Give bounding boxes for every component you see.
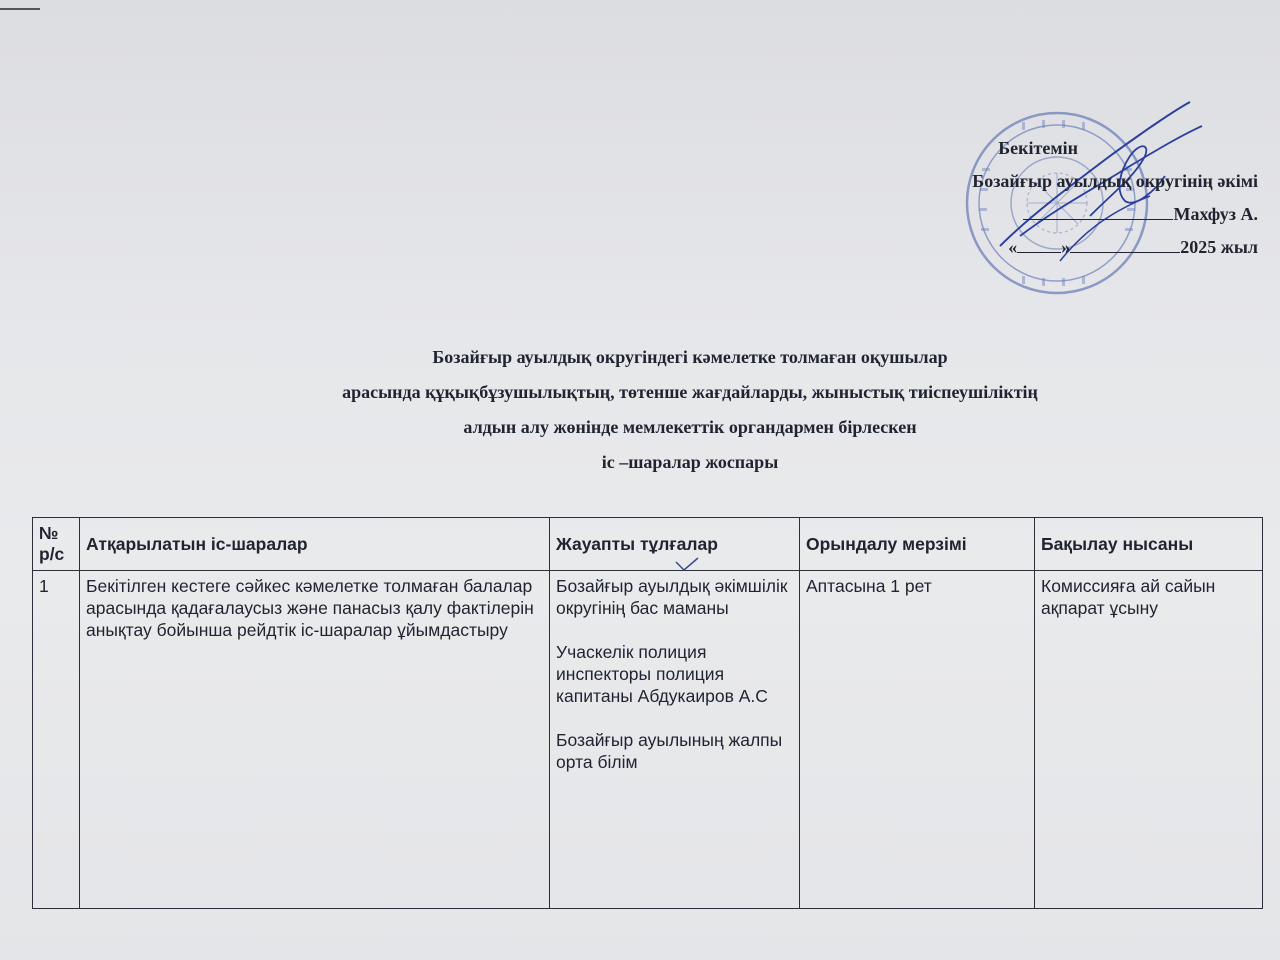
title-line-4: іс –шаралар жоспары — [601, 452, 779, 472]
responsible-1: Бозайғыр ауылдық әкімшілік округінің бас маманы — [556, 576, 788, 618]
table-row — [33, 571, 1263, 909]
approval-date-line — [838, 231, 1258, 264]
row-number: 1 — [33, 571, 80, 909]
approval-block — [838, 132, 1258, 264]
document-title — [160, 340, 1220, 480]
month-blank — [1070, 234, 1180, 253]
responsible-3: Бозайғыр ауылының жалпы орта білім — [556, 730, 783, 772]
header-activity: Атқарылатын іс-шаралар — [80, 518, 550, 571]
responsible-2: Учаскелік полиция инспекторы полиция капитаны Абдукаиров А.С — [556, 642, 768, 706]
day-blank — [1017, 234, 1061, 253]
table-header-row — [33, 518, 1263, 571]
approval-signature-line — [838, 198, 1258, 231]
header-responsible: Жауапты тұлғалар — [550, 518, 800, 571]
approval-title: Бекітемін — [998, 138, 1078, 158]
header-control: Бақылау нысаны — [1035, 518, 1263, 571]
approval-year: 2025 жыл — [1180, 237, 1258, 257]
row-responsible — [550, 571, 800, 909]
signature-blank — [1023, 201, 1173, 220]
check-mark — [674, 556, 700, 572]
page-edge-mark — [0, 0, 40, 10]
approval-name: Махфуз А. — [1173, 204, 1258, 224]
header-number: № р/с — [33, 518, 80, 571]
header-deadline: Орындалу мерзімі — [800, 518, 1035, 571]
date-open-quote: « — [1008, 237, 1018, 257]
approval-position: Бозайғыр ауылдық округінің әкімі — [972, 171, 1258, 191]
row-control: Комиссияға ай сайын ақпарат ұсыну — [1035, 571, 1263, 909]
plan-table — [32, 517, 1263, 909]
title-line-1: Бозайғыр ауылдық округіндегі кәмелетке толмаған оқушылар — [432, 347, 948, 367]
row-activity: Бекітілген кестеге сәйкес кәмелетке толмаған балалар арасында қадағалаусыз және панасыз қалу фактілерін анықтау бойынша рейдтік іс-шаралар ұйымдастыру — [80, 571, 550, 909]
title-line-2: арасында құқықбұзушылықтың, төтенше жағдайларды, жыныстық тиіспеушіліктің — [342, 382, 1038, 402]
date-close-quote: » — [1061, 237, 1071, 257]
row-deadline: Аптасына 1 рет — [800, 571, 1035, 909]
title-line-3: алдын алу жөнінде мемлекеттік органдармен бірлескен — [463, 417, 917, 437]
